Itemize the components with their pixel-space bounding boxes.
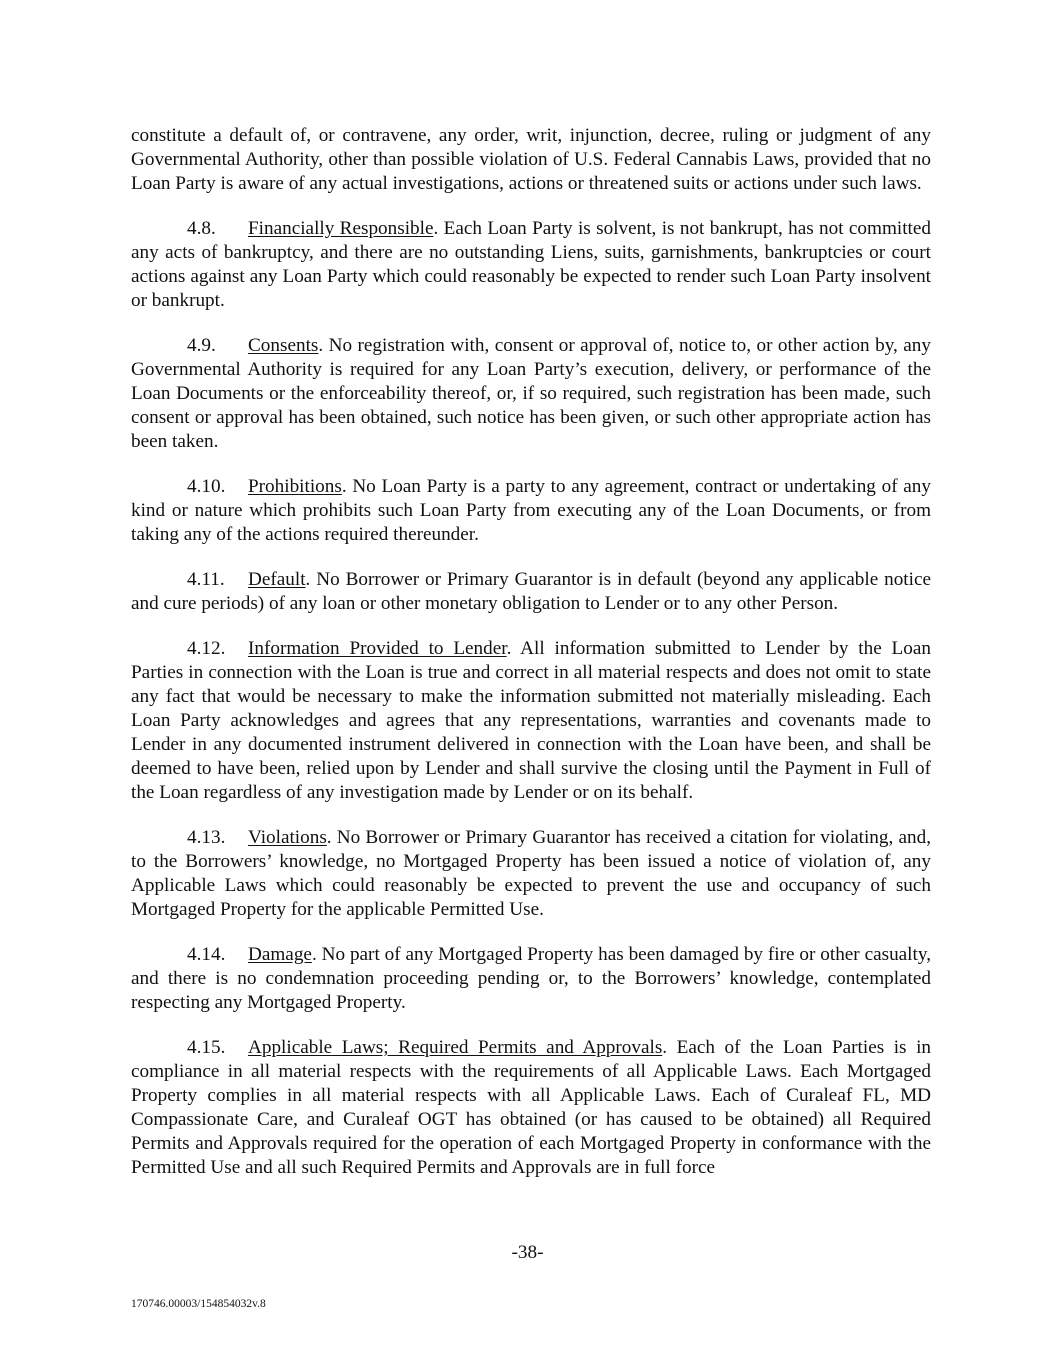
section-heading: Prohibitions bbox=[248, 476, 342, 497]
document-body bbox=[131, 124, 931, 1201]
section-text: . All information submitted to Lender by the Loan Parties in connection with the Loan is true and correct in all material respects and does not omit to state any fact that would be necessary to make the information submitted not materially misleading. Each Loan Party acknowledges and agrees that any representations, warranties and covenants made to Lender in any documented instrument delivered in connection with the Loan have been, and shall be deemed to have been, relied upon by Lender and shall survive the closing until the Payment in Full of the Loan regardless of any investigation made by Lender or on its behalf. bbox=[131, 638, 931, 803]
section-number: 4.15. bbox=[187, 1037, 226, 1058]
section-number: 4.14. bbox=[187, 944, 226, 965]
section-number: 4.10. bbox=[187, 476, 226, 497]
section-number: 4.8. bbox=[187, 218, 216, 239]
section-text: . No registration with, consent or approval of, notice to, or other action by, any Governmental Authority is required for any Loan Party’s execution, delivery, or performance of the Loan Documents or the enforceability thereof, or, if so required, such registration has been made, such consent or approval has been obtained, such notice has been given, or such other appropriate action has been taken. bbox=[131, 335, 931, 452]
section-heading: Damage bbox=[248, 944, 312, 965]
section-number: 4.11. bbox=[187, 569, 225, 590]
section-text: . No Borrower or Primary Guarantor has received a citation for violating, and, to the Borrowers’ knowledge, no Mortgaged Property has been issued a notice of violation of, any Applicable Laws which could reasonably be expected to prevent the use and occupancy of such Mortgaged Property for the applicable Permitted Use. bbox=[131, 827, 931, 920]
section-4-9 bbox=[131, 334, 931, 454]
section-text: . No part of any Mortgaged Property has been damaged by fire or other casualty, and there is no condemnation proceeding pending or, to the Borrowers’ knowledge, contemplated respecting any Mortgaged Property. bbox=[131, 944, 931, 1013]
page-number: -38- bbox=[511, 1242, 544, 1263]
section-number: 4.13. bbox=[187, 827, 226, 848]
section-4-8 bbox=[131, 217, 931, 313]
continuation-paragraph: constitute a default of, or contravene, any order, writ, injunction, decree, ruling or judgment of any Governmental Authority, other than possible violation of U.S. Federal Cannabis Laws, provided that no Loan Party is aware of any actual investigations, actions or threatened suits or actions under such laws. bbox=[131, 125, 931, 194]
section-text: . No Borrower or Primary Guarantor is in default (beyond any applicable notice and cure periods) of any loan or other monetary obligation to Lender or to any other Person. bbox=[131, 569, 931, 614]
section-4-13 bbox=[131, 826, 931, 922]
section-heading: Consents bbox=[248, 335, 319, 356]
section-text: . No Loan Party is a party to any agreement, contract or undertaking of any kind or nature which prohibits such Loan Party from executing any of the Loan Documents, or from taking any of the actions required thereunder. bbox=[131, 476, 931, 545]
section-text: . Each of the Loan Parties is in compliance in all material respects with the requirements of all Applicable Laws. Each Mortgaged Property complies in all material respects with all Applicable Laws. Each of Curaleaf FL, MD Compassionate Care, and Curaleaf OGT has obtained (or has caused to be obtained) all Required Permits and Approvals required for the operation of each Mortgaged Property in conformance with the Permitted Use and all such Required Permits and Approvals are in full force bbox=[131, 1037, 931, 1178]
section-4-12 bbox=[131, 637, 931, 805]
section-heading: Financially Responsible bbox=[248, 218, 434, 239]
section-text: . Each Loan Party is solvent, is not bankrupt, has not committed any acts of bankruptcy, and there are no outstanding Liens, suits, garnishments, bankruptcies or court actions against any Loan Party which could reasonably be expected to render such Loan Party insolvent or bankrupt. bbox=[131, 218, 931, 311]
section-number: 4.9. bbox=[187, 335, 216, 356]
section-heading: Violations bbox=[248, 827, 327, 848]
section-heading: Default bbox=[248, 569, 306, 590]
section-4-11 bbox=[131, 568, 931, 616]
section-4-15 bbox=[131, 1036, 931, 1180]
section-4-10 bbox=[131, 475, 931, 547]
document-id-footer: 170746.00003/154854032v.8 bbox=[131, 1298, 266, 1310]
section-heading: Applicable Laws; Required Permits and Approvals bbox=[248, 1037, 663, 1058]
section-number: 4.12. bbox=[187, 638, 226, 659]
section-4-14 bbox=[131, 943, 931, 1015]
section-heading: Information Provided to Lender bbox=[248, 638, 507, 659]
